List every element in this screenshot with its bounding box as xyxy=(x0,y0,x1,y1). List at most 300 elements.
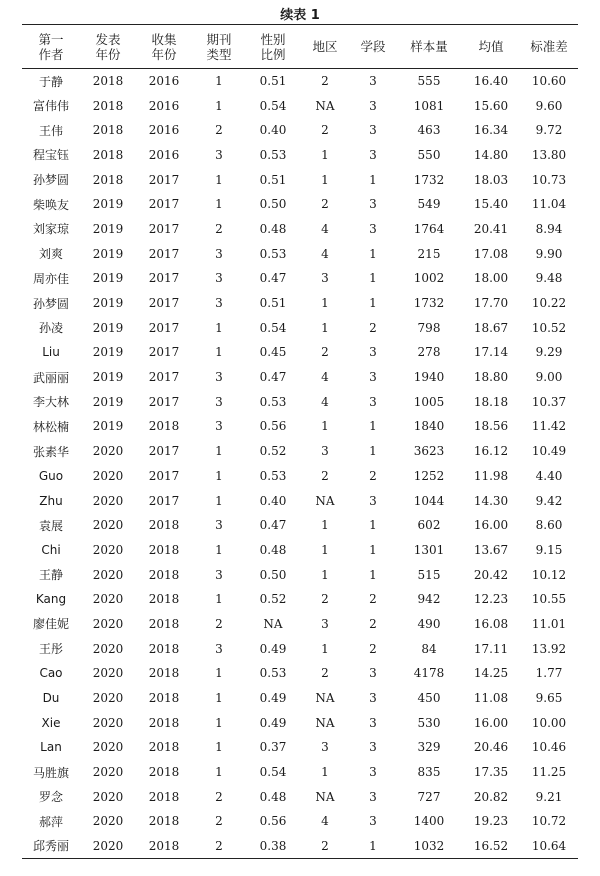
cell-standard-deviation: 13.80 xyxy=(531,147,567,162)
table-row xyxy=(22,587,578,612)
cell-gender-ratio: 0.48 xyxy=(259,789,287,804)
cell-mean: 16.08 xyxy=(473,616,509,631)
cell-mean: 18.03 xyxy=(473,172,509,187)
cell-gender-ratio: 0.56 xyxy=(259,814,287,829)
cell-school-stage: 3 xyxy=(369,740,377,755)
cell-first-author: 周亦佳 xyxy=(32,271,69,286)
cell-region: 1 xyxy=(321,641,329,656)
table-row xyxy=(22,809,578,834)
table-row xyxy=(22,784,578,809)
cell-collection-year: 2017 xyxy=(148,296,180,311)
cell-school-stage: 1 xyxy=(369,542,377,557)
cell-publication-year: 2020 xyxy=(92,518,124,533)
cell-region: 1 xyxy=(321,147,329,162)
cell-sample-size: 463 xyxy=(417,123,441,138)
cell-region: 1 xyxy=(321,320,329,335)
cell-gender-ratio: 0.54 xyxy=(259,98,287,113)
header-gender-ratio xyxy=(246,25,300,69)
cell-region: 2 xyxy=(321,468,329,483)
cell-first-author: 王伟 xyxy=(38,123,63,138)
header-line: 标准差 xyxy=(530,39,568,54)
cell-collection-year: 2018 xyxy=(148,765,180,780)
cell-journal-type: 1 xyxy=(215,740,223,755)
cell-sample-size: 4178 xyxy=(413,666,445,681)
cell-publication-year: 2020 xyxy=(92,789,124,804)
cell-school-stage: 3 xyxy=(369,666,377,681)
cell-sample-size: 1301 xyxy=(413,542,445,557)
cell-standard-deviation: 11.04 xyxy=(531,197,567,212)
cell-journal-type: 1 xyxy=(215,715,223,730)
cell-publication-year: 2019 xyxy=(92,246,124,261)
cell-journal-type: 3 xyxy=(215,567,223,582)
cell-standard-deviation: 1.77 xyxy=(535,666,563,681)
cell-first-author: 武丽丽 xyxy=(32,370,69,385)
table-row xyxy=(22,464,578,489)
cell-first-author: Cao xyxy=(39,666,63,681)
cell-standard-deviation: 4.40 xyxy=(535,468,563,483)
cell-school-stage: 3 xyxy=(369,493,377,508)
header-standard-deviation xyxy=(520,25,578,69)
cell-school-stage: 3 xyxy=(369,123,377,138)
cell-region: 1 xyxy=(321,419,329,434)
cell-sample-size: 278 xyxy=(417,345,441,360)
cell-region: 4 xyxy=(321,246,329,261)
cell-journal-type: 1 xyxy=(215,444,223,459)
cell-collection-year: 2017 xyxy=(148,370,180,385)
cell-mean: 17.11 xyxy=(473,641,509,656)
cell-region: 2 xyxy=(321,666,329,681)
cell-sample-size: 602 xyxy=(417,518,441,533)
cell-mean: 15.60 xyxy=(473,98,509,113)
cell-standard-deviation: 9.90 xyxy=(535,246,563,261)
cell-gender-ratio: 0.51 xyxy=(259,74,287,89)
cell-school-stage: 2 xyxy=(369,320,377,335)
cell-first-author: 张素华 xyxy=(32,444,69,459)
cell-mean: 20.82 xyxy=(473,789,509,804)
table-row xyxy=(22,488,578,513)
cell-journal-type: 1 xyxy=(215,468,223,483)
cell-region: 2 xyxy=(321,123,329,138)
cell-first-author: 罗念 xyxy=(38,790,63,805)
cell-gender-ratio: 0.53 xyxy=(259,394,287,409)
cell-publication-year: 2019 xyxy=(92,271,124,286)
cell-sample-size: 329 xyxy=(417,740,441,755)
table-row xyxy=(22,414,578,439)
cell-journal-type: 2 xyxy=(215,221,223,236)
cell-first-author: 程宝钰 xyxy=(32,148,69,163)
cell-school-stage: 1 xyxy=(369,567,377,582)
table-row xyxy=(22,118,578,143)
cell-mean: 11.08 xyxy=(473,691,509,706)
cell-school-stage: 3 xyxy=(369,370,377,385)
cell-publication-year: 2018 xyxy=(92,172,124,187)
cell-sample-size: 835 xyxy=(417,765,441,780)
cell-sample-size: 530 xyxy=(417,715,441,730)
cell-standard-deviation: 9.60 xyxy=(535,98,563,113)
cell-collection-year: 2017 xyxy=(148,246,180,261)
cell-publication-year: 2019 xyxy=(92,419,124,434)
cell-gender-ratio: NA xyxy=(263,616,283,631)
cell-mean: 20.41 xyxy=(473,221,509,236)
cell-journal-type: 3 xyxy=(215,271,223,286)
cell-school-stage: 3 xyxy=(369,789,377,804)
header-mean xyxy=(462,25,520,69)
cell-mean: 14.25 xyxy=(473,666,509,681)
cell-gender-ratio: 0.51 xyxy=(259,296,287,311)
cell-first-author: 刘爽 xyxy=(38,247,63,262)
cell-collection-year: 2018 xyxy=(148,419,180,434)
cell-sample-size: 1002 xyxy=(413,271,445,286)
cell-publication-year: 2019 xyxy=(92,345,124,360)
table-row xyxy=(22,686,578,711)
cell-mean: 19.23 xyxy=(473,814,509,829)
cell-region: 3 xyxy=(321,616,329,631)
cell-mean: 16.00 xyxy=(473,715,509,730)
cell-sample-size: 490 xyxy=(417,616,441,631)
cell-journal-type: 1 xyxy=(215,74,223,89)
cell-collection-year: 2017 xyxy=(148,221,180,236)
cell-publication-year: 2018 xyxy=(92,98,124,113)
cell-standard-deviation: 10.60 xyxy=(531,74,567,89)
cell-region: NA xyxy=(315,493,335,508)
cell-standard-deviation: 10.73 xyxy=(531,172,567,187)
table-row xyxy=(22,143,578,168)
header-school-stage xyxy=(350,25,396,69)
cell-publication-year: 2019 xyxy=(92,370,124,385)
table-row xyxy=(22,217,578,242)
cell-collection-year: 2018 xyxy=(148,666,180,681)
cell-mean: 18.00 xyxy=(473,271,509,286)
cell-collection-year: 2016 xyxy=(148,147,180,162)
cell-region: NA xyxy=(315,715,335,730)
cell-standard-deviation: 9.42 xyxy=(535,493,563,508)
cell-collection-year: 2017 xyxy=(148,172,180,187)
table-row xyxy=(22,291,578,316)
cell-school-stage: 1 xyxy=(369,838,377,853)
table-row xyxy=(22,612,578,637)
cell-standard-deviation: 11.01 xyxy=(531,616,567,631)
cell-school-stage: 1 xyxy=(369,271,377,286)
cell-first-author: 廖佳妮 xyxy=(32,617,69,632)
cell-publication-year: 2020 xyxy=(92,444,124,459)
cell-standard-deviation: 10.37 xyxy=(531,394,567,409)
cell-collection-year: 2017 xyxy=(148,320,180,335)
cell-collection-year: 2018 xyxy=(148,838,180,853)
cell-first-author: Guo xyxy=(38,468,64,483)
cell-publication-year: 2020 xyxy=(92,838,124,853)
meta-analysis-table xyxy=(22,24,578,859)
cell-sample-size: 84 xyxy=(421,641,437,656)
header-line: 年份 xyxy=(95,46,121,62)
cell-first-author: 袁展 xyxy=(38,518,63,533)
cell-standard-deviation: 9.15 xyxy=(535,542,563,557)
cell-standard-deviation: 10.55 xyxy=(531,592,567,607)
table-row xyxy=(22,389,578,414)
cell-journal-type: 3 xyxy=(215,394,223,409)
cell-school-stage: 3 xyxy=(369,691,377,706)
cell-publication-year: 2018 xyxy=(92,147,124,162)
cell-journal-type: 3 xyxy=(215,419,223,434)
cell-gender-ratio: 0.54 xyxy=(259,765,287,780)
cell-standard-deviation: 10.72 xyxy=(531,814,567,829)
cell-collection-year: 2017 xyxy=(148,197,180,212)
cell-first-author: Kang xyxy=(35,592,67,607)
header-line: 年份 xyxy=(151,46,177,62)
cell-mean: 17.08 xyxy=(473,246,509,261)
cell-publication-year: 2020 xyxy=(92,592,124,607)
cell-publication-year: 2018 xyxy=(92,123,124,138)
cell-school-stage: 3 xyxy=(369,98,377,113)
cell-mean: 16.00 xyxy=(473,518,509,533)
header-line: 期刊 xyxy=(206,31,232,47)
cell-mean: 14.80 xyxy=(473,147,509,162)
cell-journal-type: 1 xyxy=(215,592,223,607)
cell-standard-deviation: 11.42 xyxy=(531,419,567,434)
cell-mean: 20.46 xyxy=(473,740,509,755)
cell-mean: 11.98 xyxy=(473,468,509,483)
cell-gender-ratio: 0.48 xyxy=(259,542,287,557)
cell-sample-size: 1044 xyxy=(413,493,445,508)
cell-gender-ratio: 0.49 xyxy=(259,641,287,656)
cell-first-author: Du xyxy=(42,691,60,706)
cell-sample-size: 1032 xyxy=(413,838,445,853)
cell-journal-type: 1 xyxy=(215,172,223,187)
cell-mean: 17.35 xyxy=(473,765,509,780)
header-line: 地区 xyxy=(312,39,338,54)
cell-school-stage: 1 xyxy=(369,246,377,261)
cell-journal-type: 2 xyxy=(215,789,223,804)
header-collection-year xyxy=(136,25,192,69)
cell-standard-deviation: 10.49 xyxy=(531,444,567,459)
cell-gender-ratio: 0.47 xyxy=(259,370,287,385)
table-row xyxy=(22,266,578,291)
cell-first-author: 郝萍 xyxy=(38,814,63,829)
cell-school-stage: 3 xyxy=(369,197,377,212)
cell-school-stage: 2 xyxy=(369,616,377,631)
cell-first-author: Zhu xyxy=(39,493,63,508)
cell-mean: 20.42 xyxy=(473,567,509,582)
cell-gender-ratio: 0.54 xyxy=(259,320,287,335)
cell-journal-type: 1 xyxy=(215,666,223,681)
cell-collection-year: 2018 xyxy=(148,789,180,804)
cell-gender-ratio: 0.50 xyxy=(259,567,287,582)
cell-standard-deviation: 10.46 xyxy=(531,740,567,755)
cell-standard-deviation: 9.21 xyxy=(535,789,563,804)
cell-journal-type: 1 xyxy=(215,493,223,508)
cell-gender-ratio: 0.47 xyxy=(259,271,287,286)
cell-gender-ratio: 0.51 xyxy=(259,172,287,187)
cell-sample-size: 1732 xyxy=(413,172,445,187)
table-row xyxy=(22,661,578,686)
cell-sample-size: 1081 xyxy=(413,98,445,113)
cell-collection-year: 2017 xyxy=(148,394,180,409)
cell-standard-deviation: 8.60 xyxy=(535,518,563,533)
table-row xyxy=(22,241,578,266)
cell-mean: 18.67 xyxy=(473,320,509,335)
cell-region: 1 xyxy=(321,567,329,582)
cell-mean: 16.12 xyxy=(473,444,509,459)
cell-region: NA xyxy=(315,98,335,113)
cell-region: 3 xyxy=(321,740,329,755)
header-publication-year xyxy=(80,25,136,69)
cell-first-author: 王静 xyxy=(38,568,63,583)
cell-school-stage: 1 xyxy=(369,172,377,187)
cell-collection-year: 2018 xyxy=(148,567,180,582)
cell-collection-year: 2018 xyxy=(148,592,180,607)
cell-collection-year: 2017 xyxy=(148,493,180,508)
cell-publication-year: 2020 xyxy=(92,567,124,582)
cell-mean: 16.40 xyxy=(473,74,509,89)
cell-journal-type: 3 xyxy=(215,641,223,656)
cell-journal-type: 1 xyxy=(215,98,223,113)
cell-sample-size: 1005 xyxy=(413,394,445,409)
cell-first-author: 富伟伟 xyxy=(32,99,69,114)
cell-publication-year: 2019 xyxy=(92,320,124,335)
cell-mean: 14.30 xyxy=(473,493,509,508)
cell-standard-deviation: 9.00 xyxy=(535,370,563,385)
cell-region: 3 xyxy=(321,444,329,459)
cell-journal-type: 2 xyxy=(215,616,223,631)
cell-mean: 13.67 xyxy=(473,542,509,557)
cell-standard-deviation: 10.22 xyxy=(531,296,567,311)
cell-region: 2 xyxy=(321,838,329,853)
cell-journal-type: 2 xyxy=(215,838,223,853)
cell-journal-type: 1 xyxy=(215,765,223,780)
header-journal-type xyxy=(192,25,246,69)
table-row xyxy=(22,760,578,785)
cell-school-stage: 3 xyxy=(369,814,377,829)
cell-mean: 17.70 xyxy=(473,296,509,311)
cell-gender-ratio: 0.56 xyxy=(259,419,287,434)
cell-journal-type: 2 xyxy=(215,814,223,829)
cell-sample-size: 515 xyxy=(417,567,441,582)
cell-collection-year: 2016 xyxy=(148,98,180,113)
cell-standard-deviation: 9.29 xyxy=(535,345,563,360)
cell-journal-type: 3 xyxy=(215,296,223,311)
cell-collection-year: 2016 xyxy=(148,123,180,138)
table-row xyxy=(22,365,578,390)
header-first-author xyxy=(22,25,80,69)
cell-standard-deviation: 8.94 xyxy=(535,221,563,236)
cell-mean: 16.52 xyxy=(473,838,509,853)
cell-collection-year: 2018 xyxy=(148,740,180,755)
cell-standard-deviation: 10.52 xyxy=(531,320,567,335)
cell-sample-size: 1940 xyxy=(413,370,445,385)
cell-sample-size: 1252 xyxy=(413,468,445,483)
header-line: 比例 xyxy=(260,46,286,62)
cell-school-stage: 3 xyxy=(369,765,377,780)
cell-journal-type: 1 xyxy=(215,542,223,557)
table-row xyxy=(22,834,578,859)
cell-publication-year: 2019 xyxy=(92,197,124,212)
cell-region: 1 xyxy=(321,518,329,533)
cell-school-stage: 3 xyxy=(369,715,377,730)
cell-mean: 12.23 xyxy=(473,592,509,607)
table-row xyxy=(22,167,578,192)
cell-collection-year: 2018 xyxy=(148,518,180,533)
table-row xyxy=(22,439,578,464)
cell-journal-type: 3 xyxy=(215,518,223,533)
table-row xyxy=(22,735,578,760)
cell-region: 2 xyxy=(321,74,329,89)
cell-first-author: 林松楠 xyxy=(32,419,69,434)
cell-publication-year: 2018 xyxy=(92,74,124,89)
cell-region: 2 xyxy=(321,197,329,212)
cell-collection-year: 2018 xyxy=(148,691,180,706)
cell-journal-type: 1 xyxy=(215,345,223,360)
header-sample-size xyxy=(396,25,462,69)
cell-standard-deviation: 10.12 xyxy=(531,567,567,582)
cell-gender-ratio: 0.52 xyxy=(259,444,287,459)
table-body xyxy=(22,69,578,859)
cell-publication-year: 2020 xyxy=(92,691,124,706)
cell-publication-year: 2020 xyxy=(92,468,124,483)
cell-publication-year: 2019 xyxy=(92,394,124,409)
table-row xyxy=(22,538,578,563)
cell-gender-ratio: 0.53 xyxy=(259,468,287,483)
cell-collection-year: 2018 xyxy=(148,715,180,730)
cell-collection-year: 2017 xyxy=(148,271,180,286)
cell-mean: 17.14 xyxy=(473,345,509,360)
table-row xyxy=(22,315,578,340)
header-line: 收集 xyxy=(151,31,177,47)
table-row xyxy=(22,513,578,538)
cell-sample-size: 1840 xyxy=(413,419,445,434)
cell-region: 4 xyxy=(321,221,329,236)
cell-first-author: 马胜旗 xyxy=(32,765,69,780)
cell-mean: 18.80 xyxy=(473,370,509,385)
header-line: 性别 xyxy=(260,31,286,47)
cell-collection-year: 2018 xyxy=(148,542,180,557)
table-caption: 续表 1 xyxy=(280,8,320,23)
cell-journal-type: 1 xyxy=(215,197,223,212)
cell-standard-deviation: 9.48 xyxy=(535,271,563,286)
cell-gender-ratio: 0.52 xyxy=(259,592,287,607)
cell-school-stage: 2 xyxy=(369,468,377,483)
cell-gender-ratio: 0.53 xyxy=(259,147,287,162)
cell-sample-size: 450 xyxy=(417,691,441,706)
table-row xyxy=(22,69,578,94)
cell-school-stage: 1 xyxy=(369,518,377,533)
cell-region: 2 xyxy=(321,345,329,360)
cell-gender-ratio: 0.40 xyxy=(259,493,287,508)
table-row xyxy=(22,710,578,735)
cell-publication-year: 2020 xyxy=(92,616,124,631)
header-row xyxy=(22,25,578,69)
cell-journal-type: 1 xyxy=(215,691,223,706)
cell-first-author: 李大林 xyxy=(32,395,69,410)
cell-region: 2 xyxy=(321,592,329,607)
cell-first-author: 邱秀丽 xyxy=(32,839,69,854)
header-line: 均值 xyxy=(478,39,504,54)
cell-collection-year: 2017 xyxy=(148,345,180,360)
cell-first-author: Liu xyxy=(42,345,60,360)
cell-standard-deviation: 13.92 xyxy=(531,641,567,656)
table-row xyxy=(22,93,578,118)
header-region xyxy=(300,25,350,69)
cell-region: 4 xyxy=(321,814,329,829)
table-row xyxy=(22,192,578,217)
cell-school-stage: 1 xyxy=(369,296,377,311)
cell-publication-year: 2020 xyxy=(92,715,124,730)
cell-school-stage: 3 xyxy=(369,147,377,162)
cell-collection-year: 2018 xyxy=(148,641,180,656)
cell-sample-size: 727 xyxy=(417,789,441,804)
cell-region: 3 xyxy=(321,271,329,286)
cell-standard-deviation: 9.65 xyxy=(535,691,563,706)
cell-school-stage: 3 xyxy=(369,221,377,236)
cell-sample-size: 549 xyxy=(417,197,441,212)
